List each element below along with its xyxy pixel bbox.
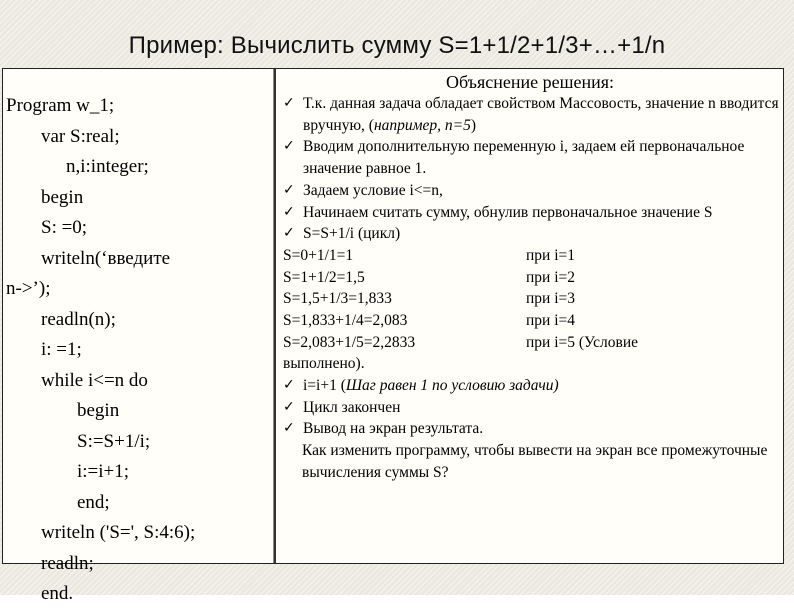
question-text: Как изменить программу, чтобы вывести на экран все промежуточные вычисления суммы S? [302, 442, 768, 481]
explanation-item [280, 418, 780, 440]
code-line: var S:real; [41, 125, 120, 147]
checkmark-icon: ✓ [283, 138, 295, 155]
calc-row [280, 332, 780, 354]
checkmark-icon: ✓ [283, 225, 295, 242]
code-line: S:=S+1/i; [77, 430, 151, 452]
calc-equation: S=2,083+1/5=2,2833 [283, 333, 416, 351]
item-text: Задаем условие i<=n, [303, 181, 443, 199]
content-table [2, 68, 784, 604]
code-line: n,i:integer; [66, 156, 149, 177]
code-line: writeln(‘введите [41, 247, 171, 269]
explanation-heading: Объяснение решения: [445, 72, 615, 92]
item-text: Начинаем считать сумму, обнулив первоначальное значение S [303, 203, 713, 221]
code-line: i: =1; [41, 339, 82, 360]
explanation-item [280, 136, 780, 179]
code-line: end. [41, 583, 74, 604]
code-line: begin [77, 400, 120, 421]
checkmark-icon: ✓ [283, 203, 295, 220]
calc-continuation: выполнено). [283, 355, 365, 373]
calc-row [280, 267, 780, 289]
item-text: Т.к. данная задача обладает свойством Массовость, значение n вводится вручную, ( [303, 95, 779, 134]
calc-condition: при i=5 (Условие [526, 333, 639, 351]
code-line: readln(n); [41, 308, 116, 330]
column-divider [273, 69, 276, 563]
calc-equation: S=1,833+1/4=2,083 [283, 311, 408, 329]
code-line: i:=i+1; [77, 461, 130, 482]
item-italic: Шаг равен 1 по условию задачи) [345, 377, 559, 395]
explanation-item [280, 375, 780, 397]
code-line: readln; [41, 552, 94, 574]
calc-equation: S=1,5+1/3=1,833 [283, 290, 392, 308]
checkmark-icon: ✓ [283, 420, 295, 437]
code-line: S: =0; [41, 217, 88, 238]
calc-equation: S=1+1/2=1,5 [283, 268, 365, 286]
calc-condition: при i=1 [526, 246, 576, 264]
item-italic: например, n=5 [373, 116, 471, 134]
item-text: Вводим дополнительную переменную i, задаем ей первоначальное значение равное 1. [303, 138, 745, 178]
calc-condition: при i=3 [526, 290, 576, 308]
checkmark-icon: ✓ [283, 377, 295, 394]
code-line: begin [41, 186, 84, 208]
checkmark-icon: ✓ [283, 181, 295, 198]
explanation-item [280, 93, 780, 136]
code-line: n->’); [6, 278, 51, 299]
calc-row [280, 288, 780, 310]
checkmark-icon: ✓ [283, 95, 295, 111]
item-text: Вывод на экран результата. [303, 420, 484, 438]
calc-row [280, 310, 780, 332]
explanation-item [280, 397, 780, 419]
calc-condition: при i=4 [526, 311, 576, 329]
code-line: Program w_1; [6, 95, 115, 116]
item-text: S=S+1/i (цикл) [303, 225, 401, 243]
checkmark-icon: ✓ [283, 398, 295, 415]
explanation-item [280, 202, 780, 224]
item-text: i=i+1 ( [303, 377, 346, 395]
calc-row [280, 245, 780, 267]
explanation-item [280, 223, 780, 245]
slide-title: Пример: Вычислить сумму S=1+1/2+1/3+…+1/n [128, 32, 666, 59]
calc-condition: при i=2 [526, 268, 576, 286]
code-line: end; [77, 491, 110, 513]
program-code [6, 91, 268, 610]
item-text: ) [470, 116, 477, 134]
code-line: writeln ('S=', S:4:6); [41, 522, 196, 543]
explanation-item [280, 180, 780, 202]
item-text: Цикл закончен [303, 398, 401, 416]
explanation-panel [280, 69, 780, 484]
code-line: while i<=n do [41, 369, 148, 391]
calc-equation: S=0+1/1=1 [283, 246, 354, 264]
